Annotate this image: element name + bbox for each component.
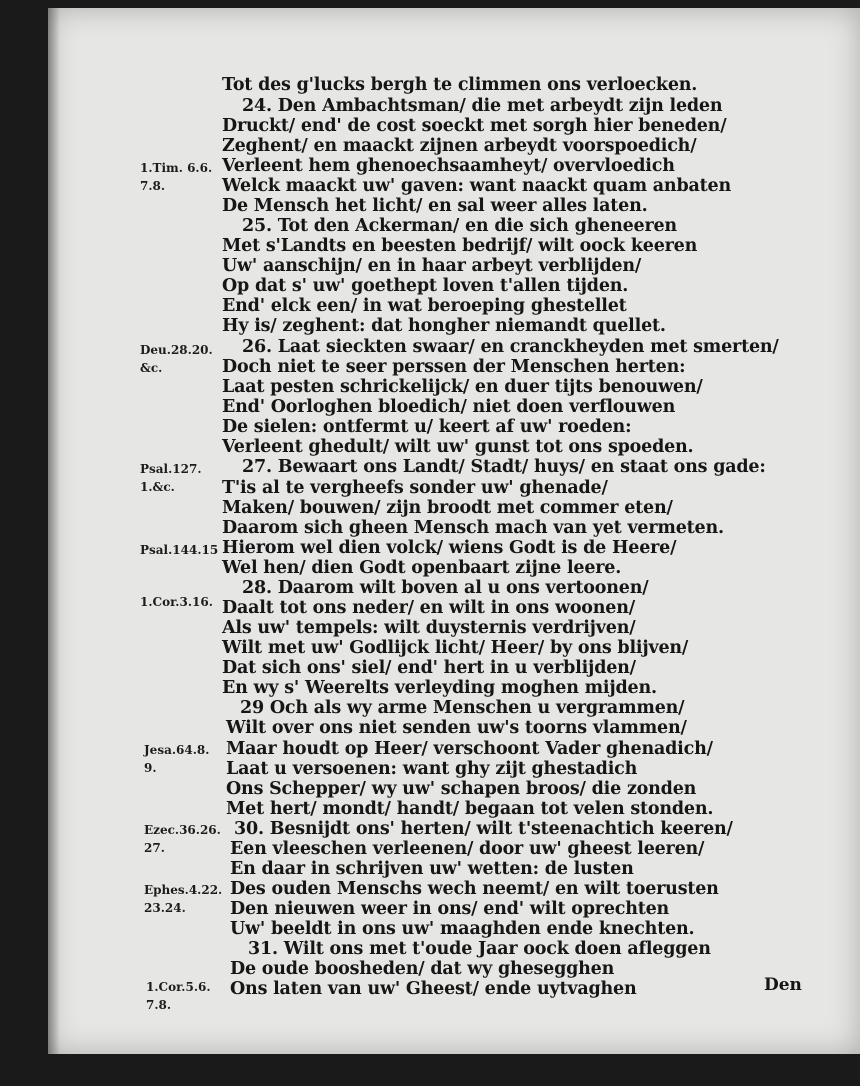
margin-reference: Psal.127. <box>140 462 202 476</box>
catchword: Den <box>764 975 802 995</box>
text-line: 27. Bewaart ons Landt/ Stadt/ huys/ en staat ons gade: <box>242 457 766 477</box>
text-line: Met hert/ mondt/ handt/ begaan tot velen stonden. <box>226 799 714 819</box>
text-line: 24. Den Ambachtsman/ die met arbeydt zijn leden <box>242 96 723 116</box>
margin-reference: 1.&c. <box>140 480 175 494</box>
text-line: End' elck een/ in wat beroeping ghestellet <box>222 296 627 316</box>
page-binding-shadow <box>48 8 60 1054</box>
margin-reference: Ezec.36.26. <box>144 823 221 837</box>
text-line: Druckt/ end' de cost soeckt met sorgh hier beneden/ <box>222 116 727 136</box>
book-page <box>48 8 860 1054</box>
margin-reference: Psal.144.15 <box>140 543 219 557</box>
text-line: 25. Tot den Ackerman/ en die sich gheneeren <box>242 216 677 236</box>
text-line: End' Oorloghen bloedich/ niet doen verflouwen <box>222 397 676 417</box>
text-line: Verleent ghedult/ wilt uw' gunst tot ons spoeden. <box>222 437 694 457</box>
text-line: Des ouden Menschs wech neemt/ en wilt toerusten <box>230 879 719 899</box>
text-line: Tot des g'lucks bergh te climmen ons verloecken. <box>222 75 698 95</box>
margin-reference: 1.Cor.5.6. <box>146 980 211 994</box>
text-line: De Mensch het licht/ en sal weer alles laten. <box>222 196 648 216</box>
text-line: Dat sich ons' siel/ end' hert in u verblijden/ <box>222 658 636 678</box>
text-line: Op dat s' uw' goethept loven t'allen tijden. <box>222 276 629 296</box>
text-line: Wel hen/ dien Godt openbaart zijne leere. <box>222 558 622 578</box>
text-line: Wilt over ons niet senden uw's toorns vlammen/ <box>226 718 687 738</box>
text-line: Wilt met uw' Godlijck licht/ Heer/ by ons blijven/ <box>222 638 689 658</box>
text-line: Uw' beeldt in ons uw' maaghden ende knechten. <box>230 919 695 939</box>
text-line: Doch niet te seer perssen der Menschen herten: <box>222 357 686 377</box>
text-line: Laat pesten schrickelijck/ en duer tijts benouwen/ <box>222 377 703 397</box>
text-line: Laat u versoenen: want ghy zijt ghestadich <box>226 759 638 779</box>
margin-reference: Deu.28.20. <box>140 343 213 357</box>
text-line: Daalt tot ons neder/ en wilt in ons woonen/ <box>222 598 635 618</box>
margin-reference: 7.8. <box>140 179 166 193</box>
text-line: Hierom wel dien volck/ wiens Godt is de Heere/ <box>222 538 677 558</box>
text-line: Met s'Landts en beesten bedrijf/ wilt oock keeren <box>222 236 698 256</box>
text-line: Uw' aanschijn/ en in haar arbeyt verblijden/ <box>222 256 642 276</box>
margin-reference: 1.Cor.3.16. <box>140 595 213 609</box>
margin-reference: 1.Tim. 6.6. <box>140 161 213 175</box>
text-line: Zeghent/ en maackt zijnen arbeydt voorspoedich/ <box>222 136 697 156</box>
text-line: Daarom sich gheen Mensch mach van yet vermeten. <box>222 518 724 538</box>
text-line: Maken/ bouwen/ zijn broodt met commer eten/ <box>222 498 673 518</box>
text-line: Welck maackt uw' gaven: want naackt quam anbaten <box>222 176 731 196</box>
margin-reference: 27. <box>144 841 165 855</box>
text-line: De oude boosheden/ dat wy ghesegghen <box>230 959 615 979</box>
margin-reference: 7.8. <box>146 998 172 1012</box>
text-line: 28. Daarom wilt boven al u ons vertoonen/ <box>242 578 649 598</box>
margin-reference: Jesa.64.8. <box>144 743 210 757</box>
text-line: Ons laten van uw' Gheest/ ende uytvaghen <box>230 979 637 999</box>
text-line: En wy s' Weerelts verleyding moghen mijden. <box>222 678 657 698</box>
text-line: Ons Schepper/ wy uw' schapen broos/ die zonden <box>226 779 697 799</box>
text-line: De sielen: ontfermt u/ keert af uw' roeden: <box>222 417 632 437</box>
text-line: 26. Laat sieckten swaar/ en cranckheyden met smerten/ <box>242 337 779 357</box>
text-line: 30. Besnijdt ons' herten/ wilt t'steenachtich keeren/ <box>234 819 733 839</box>
text-line: Als uw' tempels: wilt duysternis verdrijven/ <box>222 618 636 638</box>
margin-reference: 9. <box>144 761 157 775</box>
margin-reference: Ephes.4.22. <box>144 883 223 897</box>
text-line: Den nieuwen weer in ons/ end' wilt oprechten <box>230 899 670 919</box>
text-line: 29 Och als wy arme Menschen u vergrammen/ <box>240 698 685 718</box>
text-line: Maar houdt op Heer/ verschoont Vader ghenadich/ <box>226 739 713 759</box>
text-line: En daar in schrijven uw' wetten: de lusten <box>230 859 634 879</box>
text-line: 31. Wilt ons met t'oude Jaar oock doen afleggen <box>248 939 711 959</box>
text-line: Verleent hem ghenoechsaamheyt/ overvloedich <box>222 156 675 176</box>
text-line: Een vleeschen verleenen/ door uw' gheest leeren/ <box>230 839 705 859</box>
text-line: T'is al te vergheefs sonder uw' ghenade/ <box>222 478 608 498</box>
text-line: Hy is/ zeghent: dat hongher niemandt quellet. <box>222 316 666 336</box>
margin-reference: 23.24. <box>144 901 186 915</box>
margin-reference: &c. <box>140 361 163 375</box>
